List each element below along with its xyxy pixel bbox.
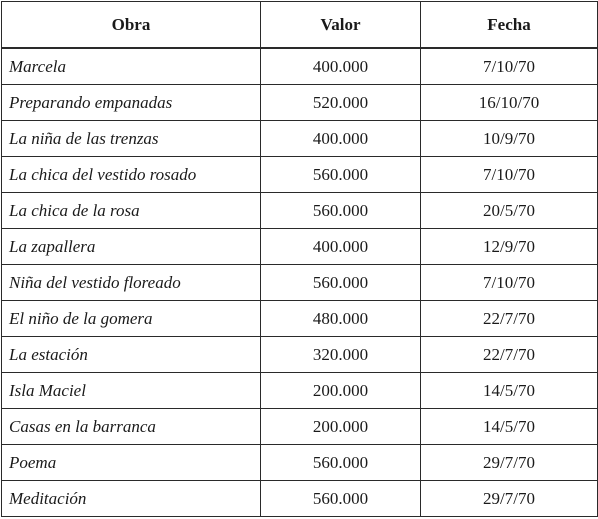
valor-cell: 320.000 <box>261 337 421 373</box>
fecha-cell: 22/7/70 <box>421 337 598 373</box>
table-row <box>2 301 598 337</box>
fecha-cell: 7/10/70 <box>421 157 598 193</box>
valor-cell: 400.000 <box>261 229 421 265</box>
fecha-cell: 14/5/70 <box>421 373 598 409</box>
valor-cell: 400.000 <box>261 48 421 85</box>
fecha-cell: 14/5/70 <box>421 409 598 445</box>
table-row <box>2 229 598 265</box>
fecha-cell: 20/5/70 <box>421 193 598 229</box>
obra-cell: Isla Maciel <box>2 373 261 409</box>
obra-cell: La niña de las trenzas <box>2 121 261 157</box>
valor-cell: 200.000 <box>261 373 421 409</box>
obra-cell: La chica del vestido rosado <box>2 157 261 193</box>
valor-cell: 560.000 <box>261 265 421 301</box>
table-row <box>2 481 598 517</box>
obra-cell: La zapallera <box>2 229 261 265</box>
table-row <box>2 409 598 445</box>
artworks-table <box>1 1 598 517</box>
valor-cell: 400.000 <box>261 121 421 157</box>
valor-cell: 560.000 <box>261 481 421 517</box>
table-row <box>2 337 598 373</box>
fecha-cell: 29/7/70 <box>421 445 598 481</box>
fecha-cell: 7/10/70 <box>421 48 598 85</box>
valor-cell: 520.000 <box>261 85 421 121</box>
column-header-obra: Obra <box>2 2 261 49</box>
obra-cell: La estación <box>2 337 261 373</box>
table-row <box>2 48 598 85</box>
fecha-cell: 12/9/70 <box>421 229 598 265</box>
table-row <box>2 265 598 301</box>
valor-cell: 560.000 <box>261 157 421 193</box>
table-row <box>2 121 598 157</box>
valor-cell: 560.000 <box>261 445 421 481</box>
fecha-cell: 7/10/70 <box>421 265 598 301</box>
fecha-cell: 22/7/70 <box>421 301 598 337</box>
column-header-valor: Valor <box>261 2 421 49</box>
valor-cell: 560.000 <box>261 193 421 229</box>
obra-cell: La chica de la rosa <box>2 193 261 229</box>
fecha-cell: 16/10/70 <box>421 85 598 121</box>
valor-cell: 480.000 <box>261 301 421 337</box>
fecha-cell: 10/9/70 <box>421 121 598 157</box>
table-row <box>2 157 598 193</box>
fecha-cell: 29/7/70 <box>421 481 598 517</box>
table-row <box>2 193 598 229</box>
valor-cell: 200.000 <box>261 409 421 445</box>
obra-cell: Poema <box>2 445 261 481</box>
obra-cell: Niña del vestido floreado <box>2 265 261 301</box>
column-header-fecha: Fecha <box>421 2 598 49</box>
obra-cell: Meditación <box>2 481 261 517</box>
table-row <box>2 85 598 121</box>
obra-cell: El niño de la gomera <box>2 301 261 337</box>
obra-cell: Marcela <box>2 48 261 85</box>
obra-cell: Casas en la barranca <box>2 409 261 445</box>
obra-cell: Preparando empanadas <box>2 85 261 121</box>
table-header-row <box>2 2 598 49</box>
table-row <box>2 445 598 481</box>
table-body <box>2 48 598 517</box>
table-row <box>2 373 598 409</box>
